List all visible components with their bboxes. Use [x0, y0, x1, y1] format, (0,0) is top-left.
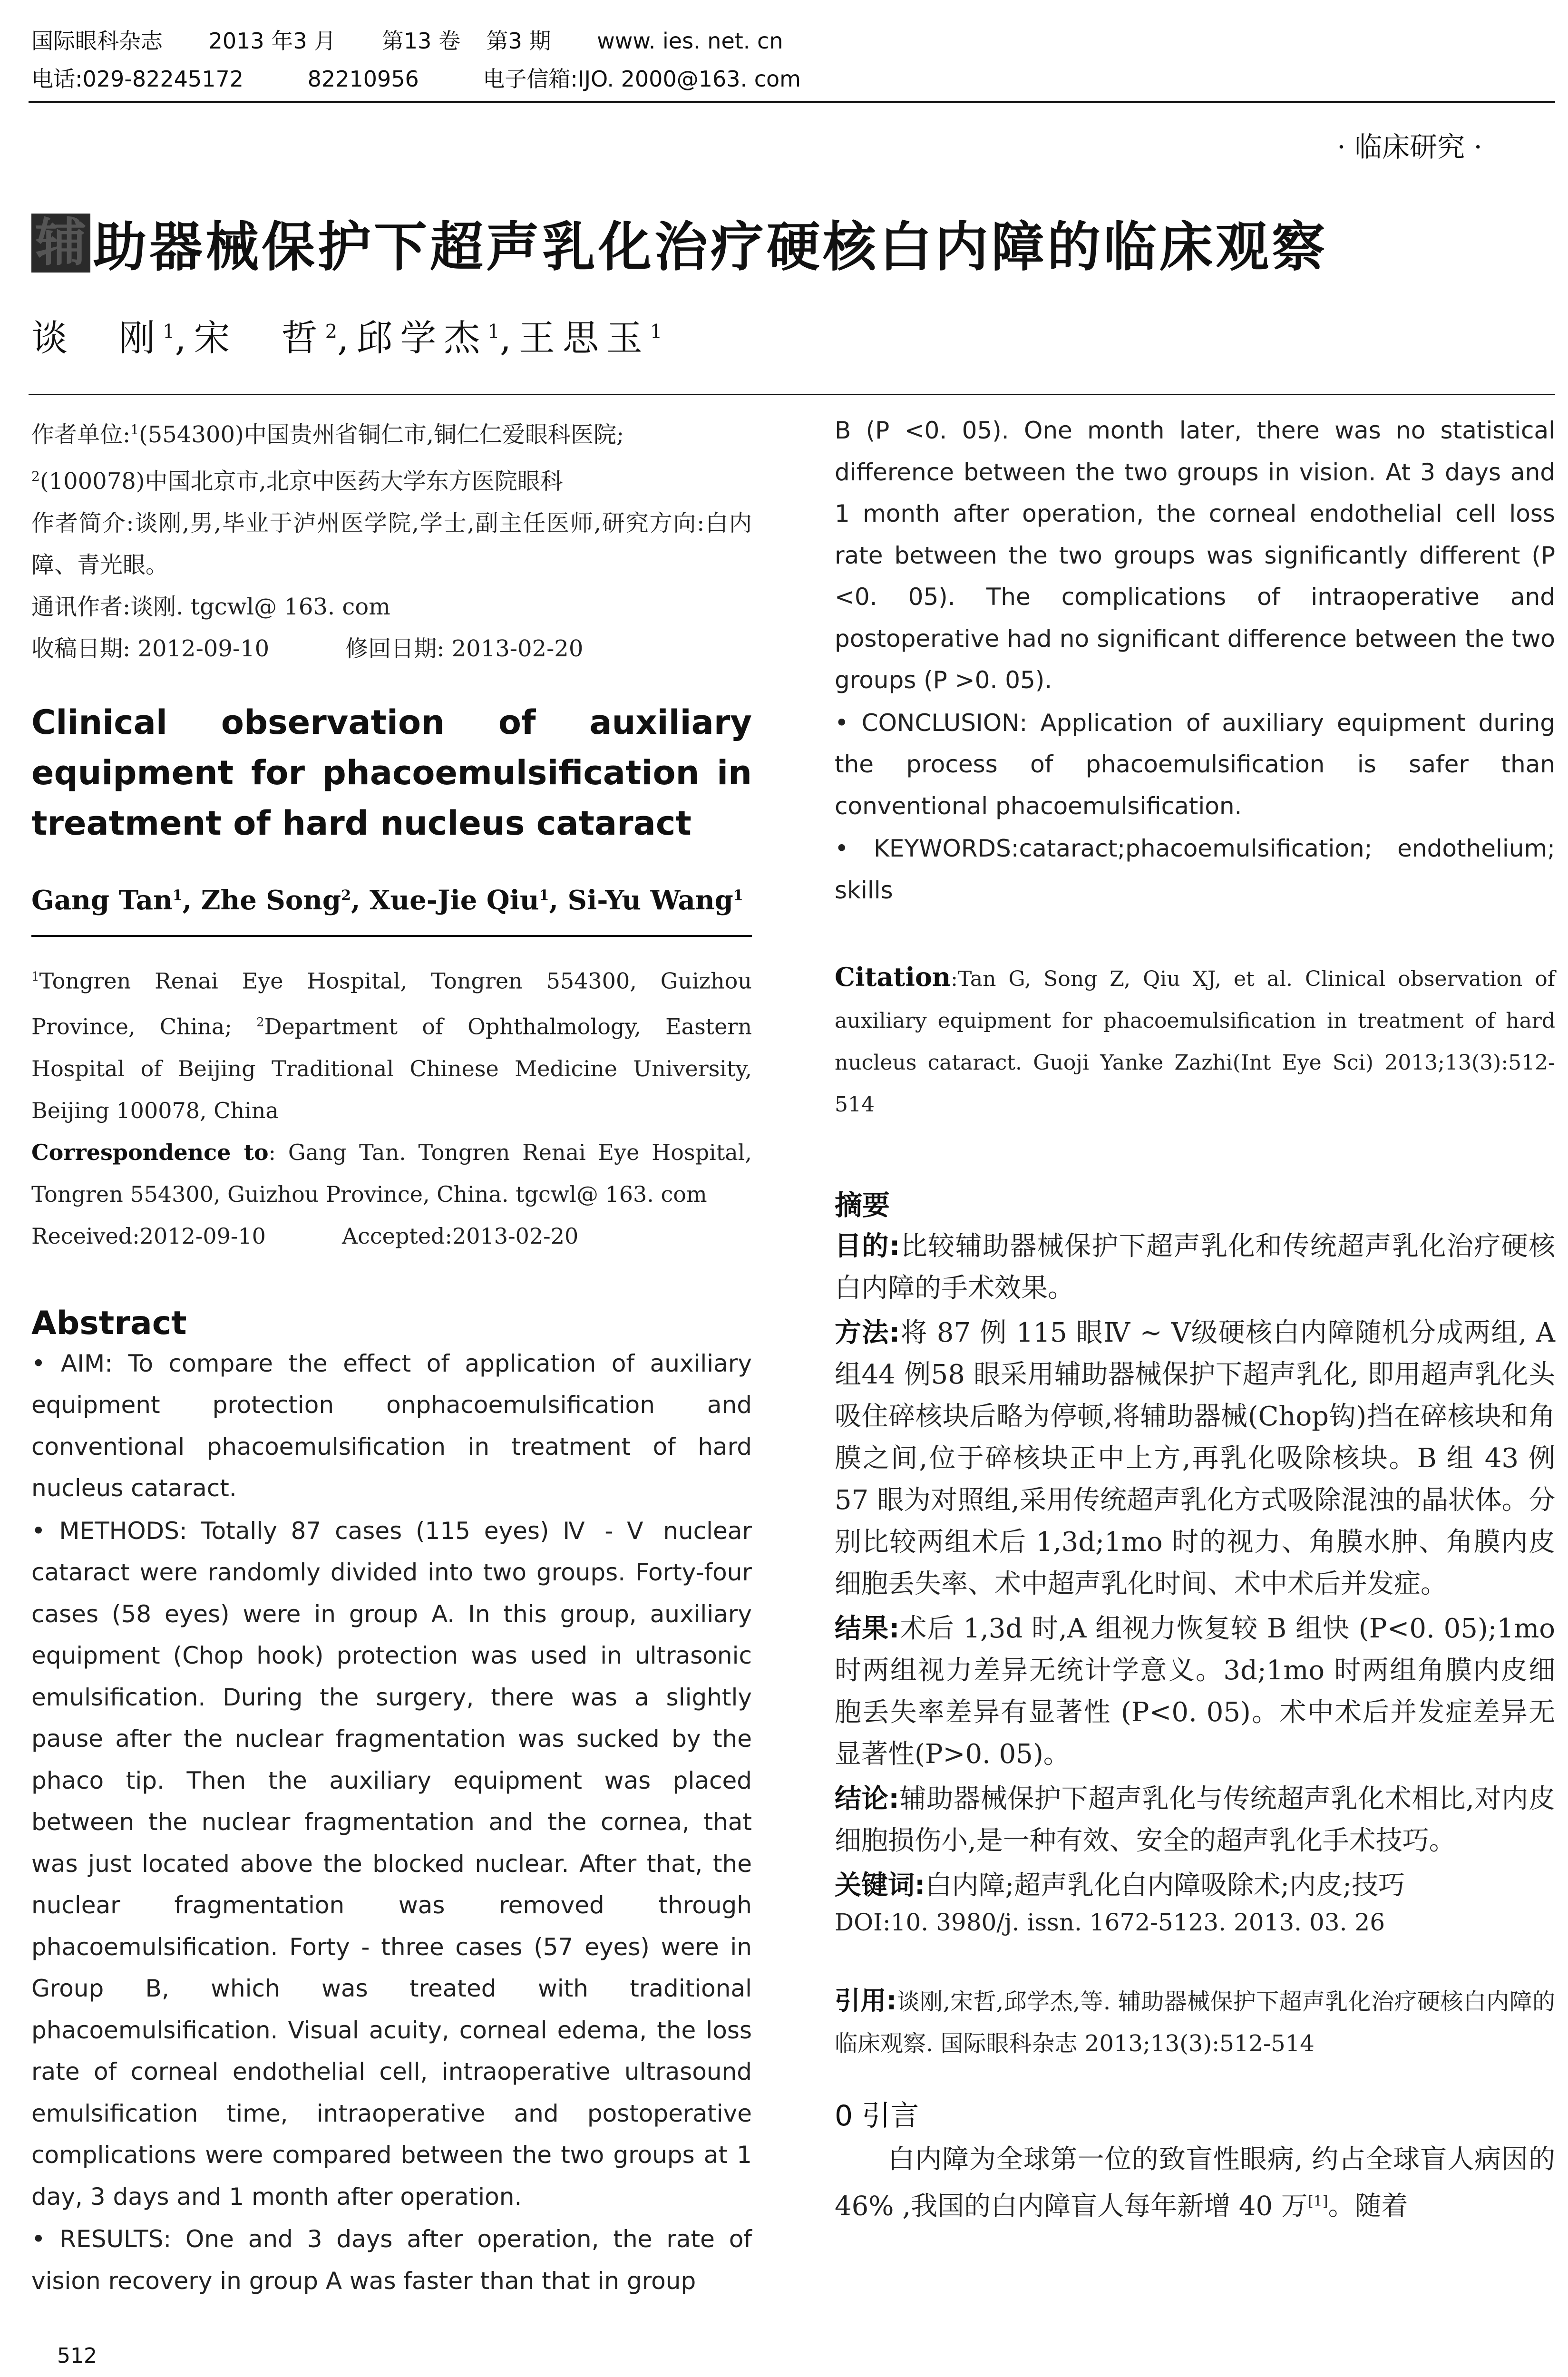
intro-heading: 0 引言	[835, 2099, 919, 2133]
author-aff: 1	[487, 321, 500, 343]
authors-cn: 谈 刚$^1$,宋 哲$^2$,邱学杰$^1$,王思玉$^1$	[31, 317, 662, 359]
citation-cn-label: 引用:	[835, 1986, 897, 2016]
methods-label: • METHODS	[31, 1517, 179, 1545]
correspondence-label: Correspondence to	[31, 1139, 269, 1165]
aff1-sup: 1	[31, 970, 39, 984]
abstract-results-cont	[835, 410, 1555, 701]
results-text-left: : One and 3 days after operation, the rate of vision recovery in group A was faster than that in group	[31, 2225, 752, 2295]
author-en-aff: 1	[733, 887, 743, 904]
author-cn: 谈 刚	[31, 317, 163, 359]
english-authors: Gang Tan$^1$, Zhe Song$^2$, Xue-Jie Qiu$^1$, Si-Yu Wang$^1$	[31, 885, 743, 916]
website: www. ies. net. cn	[597, 28, 783, 54]
intro-text-cont: 。随着	[1328, 2191, 1408, 2222]
authors-divider	[31, 935, 752, 937]
results-text-right: B (P <0. 05). One month later, there was no statistical difference between the two groups in vision. At 3 days and 1 month after operation, the corneal endothelial cell loss rate between the two groups was significantly different (P <0. 05). The complications of intraoperative and postoperative had no significant difference between the two groups (P >0. 05).	[835, 417, 1555, 694]
left-column	[31, 409, 752, 2302]
header-row-2	[31, 60, 1553, 98]
header-row-1	[31, 22, 1553, 60]
accepted-date-en: Accepted:2013-02-20	[341, 1223, 579, 1249]
page-number: 512	[57, 2344, 97, 2368]
received-date-en: Received:2012-09-10	[31, 1223, 266, 1249]
keywords-text: :cataract;phacoemulsification; endothelium; skills	[835, 835, 1555, 904]
results-cn-text: 术后 1,3d 时,A 组视力恢复较 B 组快 (P<0. 05);1mo 时两组视力差异无统计学意义。3d;1mo 时两组角膜内皮细胞丢失率差异有显著性 (P<0. 05)。术中术后并发症差异无显著性(P>0. 05)。	[835, 1613, 1555, 1770]
affiliations-en	[31, 956, 752, 1257]
correspondence-cn: 通讯作者:谈刚. tgcwl@ 163. com	[31, 594, 390, 620]
author-cn: 宋 哲	[194, 317, 325, 359]
aff2-sup: 2	[256, 1015, 264, 1030]
conclusion-cn-text: 辅助器械保护下超声乳化与传统超声乳化术相比,对内皮细胞损伤小,是一种有效、安全的超声乳化手术技巧。	[835, 1783, 1555, 1856]
abstract-results-start	[31, 2219, 752, 2302]
author-en: Xue-Jie Qiu	[369, 885, 539, 916]
conclusion-label: • CONCLUSION	[835, 709, 1020, 737]
author-en: Si-Yu Wang	[567, 885, 733, 916]
keywords-cn-text: 白内障;超声乳化白内障吸除术;内皮;技巧	[925, 1870, 1405, 1901]
author-unit	[31, 409, 752, 502]
journal-header	[31, 22, 1553, 98]
methods-text: : Totally 87 cases (115 eyes) Ⅳ - Ⅴ nuclear cataract were randomly divided into two groups. Forty-four cases (58 eyes) were in group A. In this group, auxiliary equipment (Chop hook) protection was used in ultrasonic emulsification. During the surgery, there was a slightly pause after the nuclear fragmentation was sucked by the phaco tip. Then the auxiliary equipment was placed between the nuclear fragmentation and the cornea, that was just located above the blocked nuclear. After that, the nuclear fragmentation was removed through phacoemulsification. Forty - three cases (57 eyes) were in Group B, which was treated with traditional phacoemulsification. Visual acuity, corneal edema, the loss rate of corneal endothelial cell, intraoperative ultrasound emulsification time, intraoperative and postoperative complications were compared between the two groups at 1 day, 3 days and 1 month after operation.	[31, 1517, 752, 2211]
author-cn: 邱学杰	[356, 317, 488, 359]
results-label: • RESULTS	[31, 2225, 164, 2253]
title-divider	[29, 394, 1555, 395]
volume: 第13 卷	[381, 28, 460, 54]
english-title-line: Clinical observation of auxiliary	[31, 703, 752, 742]
citation-cn	[835, 1980, 1555, 2065]
citation-text: :Tan G, Song Z, Qiu XJ, et al. Clinical observation of auxiliary equipment for phacoemulsification in treatment of hard nucleus cataract. Guoji Yanke Zazhi(Int Eye Sci) 2013;13(3):512-514	[835, 967, 1555, 1117]
abstract-cn-keywords	[835, 1865, 1555, 1907]
article-title	[31, 205, 1553, 281]
methods-cn-text: 将 87 例 115 眼Ⅳ ~ Ⅴ级硬核白内障随机分成两组, A 组44 例58 眼采用辅助器械保护下超声乳化, 即用超声乳化头吸住碎核块后略为停顿,将辅助器械(Chop钩)挡在碎核块和角膜之间,位于碎核块正中上方,再乳化吸除核块。B 组 43 例 57 眼为对照组,采用传统超声乳化方式吸除混浊的晶状体。分别比较两组术后 1,3d;1mo 时的视力、角膜水肿、角膜内皮细胞丢失率、术中超声乳化时间、术中术后并发症。	[835, 1317, 1555, 1599]
abstract-cn-heading: 摘要	[835, 1189, 890, 1221]
revised-date-cn: 修回日期: 2013-02-20	[345, 635, 584, 662]
abstract-aim	[31, 1343, 752, 1510]
abstract-cn-methods	[835, 1312, 1555, 1605]
english-title-line: equipment for phacoemulsification in	[31, 753, 752, 792]
phone: 电话:029-82245172	[31, 66, 244, 92]
unit2: (100078)中国北京市,北京中医药大学东方医院眼科	[39, 468, 563, 495]
aff1: Tongren Renai Eye Hospital, Tongren 554300, Guizhou Province, China;	[31, 968, 752, 1040]
citation-label: Citation	[835, 962, 951, 992]
journal-name: 国际眼科杂志	[31, 28, 163, 54]
aim-cn-label: 目的:	[835, 1231, 900, 1262]
aim-text: : To compare the effect of application of auxiliary equipment protection onphacoemulsification and conventional phacoemulsification in treatment of hard nucleus cataract.	[31, 1349, 752, 1502]
header-divider	[29, 101, 1555, 103]
keywords-cn-label: 关键词:	[835, 1870, 925, 1901]
abstract-heading: Abstract	[31, 1304, 187, 1342]
aim-cn-text: 比较辅助器械保护下超声乳化和传统超声乳化治疗硬核白内障的手术效果。	[835, 1231, 1555, 1304]
abstract-cn-aim	[835, 1226, 1555, 1309]
title-text: 助器械保护下超声乳化治疗硬核白内障的临床观察	[93, 216, 1328, 278]
author-info-cn	[31, 409, 752, 670]
author-en-aff: 1	[539, 887, 549, 904]
dates-cn	[31, 628, 752, 670]
author-cn: 王思玉	[518, 317, 650, 359]
aff2: Department of Ophthalmology, Eastern Hospital of Beijing Traditional Chinese Medicine University, Beijing 100078, China	[31, 1013, 752, 1123]
intro-text: 白内障为全球第一位的致盲性眼病, 约占全球盲人病因的 46% ,我国的白内障盲人每年新增 40 万	[835, 2144, 1555, 2222]
unit1-sup: 1	[130, 422, 139, 438]
aim-label: • AIM	[31, 1349, 105, 1377]
conclusion-cn-label: 结论:	[835, 1783, 899, 1814]
section-label: · 临床研究 ·	[1337, 131, 1482, 163]
right-column	[835, 409, 1555, 2228]
phone2: 82210956	[307, 66, 419, 92]
unit1: (554300)中国贵州省铜仁市,铜仁仁爱眼科医院;	[139, 421, 624, 448]
abstract-methods	[31, 1510, 752, 2218]
abstract-cn-results	[835, 1608, 1555, 1775]
author-en: Gang Tan	[31, 885, 173, 916]
correspondence-en: : Gang Tan. Tongren Renai Eye Hospital, Tongren 554300, Guizhou Province, China. tgcwl@ 163. com	[31, 1139, 752, 1207]
conclusion-text: : Application of auxiliary equipment during the process of phacoemulsification is safer than conventional phacoemulsification.	[835, 709, 1555, 820]
citation-en	[835, 956, 1555, 1126]
citation-cn-text: 谈刚,宋哲,邱学杰,等. 辅助器械保护下超声乳化治疗硬核白内障的临床观察. 国际眼科杂志 2013;13(3):512-514	[835, 1988, 1555, 2057]
author-bio: 作者简介:谈刚,男,毕业于泸州医学院,学士,副主任医师,研究方向:白内障、青光眼。	[31, 510, 752, 578]
title-first-char: 辅	[31, 214, 90, 273]
issue-number: 第3 期	[486, 28, 551, 54]
author-aff: 1	[163, 321, 175, 343]
unit2-sup: 2	[31, 468, 40, 484]
english-title-line: treatment of hard nucleus cataract	[31, 804, 691, 843]
intro-paragraph	[835, 2139, 1555, 2228]
methods-cn-label: 方法:	[835, 1317, 900, 1348]
author-aff: 1	[650, 321, 662, 343]
intro-ref: [1]	[1307, 2193, 1328, 2210]
issue-date: 2013 年3 月	[208, 28, 336, 54]
author-aff: 2	[325, 321, 338, 343]
received-date-cn: 收稿日期: 2012-09-10	[31, 635, 270, 662]
author-en-aff: 2	[341, 887, 351, 904]
abstract-cn-conclusion	[835, 1778, 1555, 1862]
email: 电子信箱:IJO. 2000@163. com	[483, 66, 801, 92]
author-en: Zhe Song	[201, 885, 341, 916]
keywords-label: • KEYWORDS	[835, 835, 1011, 862]
results-cn-label: 结果:	[835, 1613, 900, 1644]
author-en-aff: 1	[172, 887, 183, 904]
unit-label: 作者单位:	[31, 421, 131, 448]
english-title	[31, 697, 752, 848]
doi: DOI:10. 3980/j. issn. 1672-5123. 2013. 03. 26	[835, 1909, 1385, 1936]
abstract-keywords	[835, 828, 1555, 911]
abstract-conclusion	[835, 702, 1555, 828]
